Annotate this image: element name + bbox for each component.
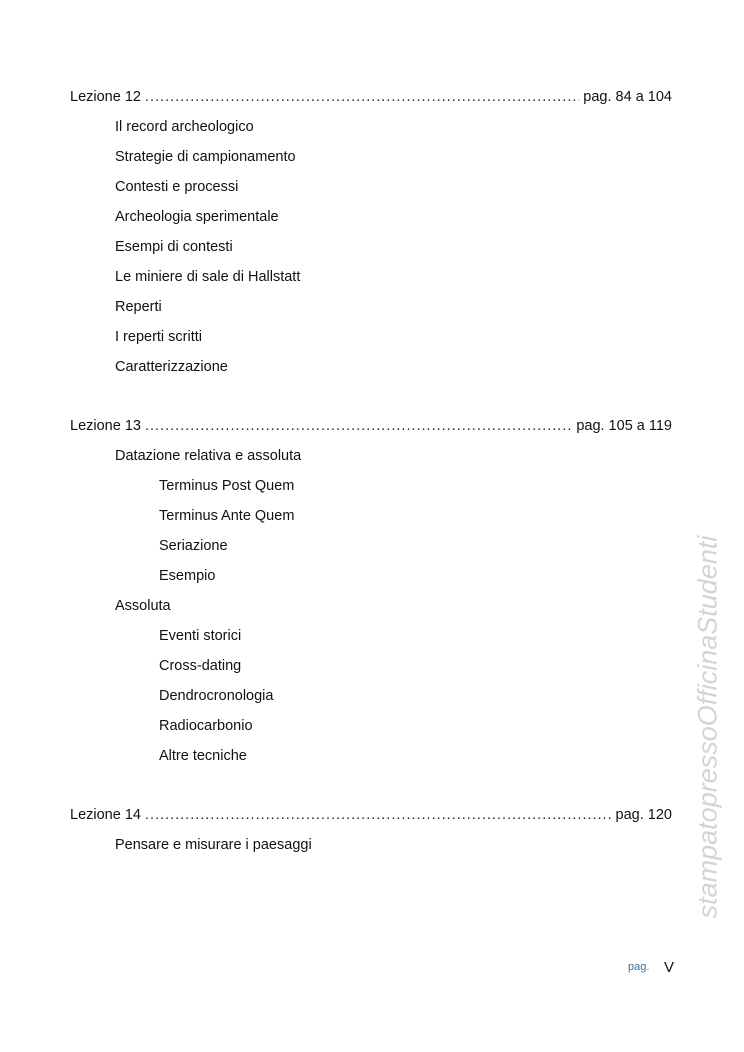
toc-entry-title: Contesti e processi bbox=[115, 179, 239, 195]
toc-entry bbox=[0, 591, 744, 621]
toc-entry bbox=[0, 352, 744, 382]
toc-entry-title: Esempio bbox=[159, 568, 216, 584]
toc-entry-title: Radiocarbonio bbox=[159, 718, 253, 734]
toc-entry-title: Esempi di contesti bbox=[115, 239, 233, 255]
toc-entry-title: Altre tecniche bbox=[159, 748, 247, 764]
toc-entry-title: Reperti bbox=[115, 299, 162, 315]
toc-entry bbox=[0, 292, 744, 322]
toc-entry bbox=[0, 531, 744, 561]
toc-entry bbox=[0, 651, 744, 681]
toc-entry-page: pag. 105 a 119 bbox=[576, 418, 672, 434]
toc-entry bbox=[0, 621, 744, 651]
toc-entry-title: Lezione 14 bbox=[70, 807, 141, 823]
toc-entry bbox=[0, 232, 744, 262]
spacer bbox=[0, 382, 744, 411]
toc-entry bbox=[0, 202, 744, 232]
toc-entry-title: Le miniere di sale di Hallstatt bbox=[115, 269, 301, 285]
toc-entry-title: Seriazione bbox=[159, 538, 228, 554]
table-of-contents bbox=[0, 82, 744, 860]
dot-leader bbox=[145, 800, 612, 830]
dot-leader bbox=[145, 82, 579, 112]
toc-entry-title: Cross-dating bbox=[159, 658, 242, 674]
toc-entry-page: pag. 120 bbox=[615, 807, 672, 823]
toc-entry-page: pag. 84 a 104 bbox=[583, 89, 672, 105]
toc-entry bbox=[0, 681, 744, 711]
toc-entry bbox=[0, 262, 744, 292]
toc-chapter-entry bbox=[0, 82, 672, 112]
footer-page-label: pag. bbox=[628, 961, 650, 973]
toc-entry bbox=[0, 830, 744, 860]
toc-entry-title: Eventi storici bbox=[159, 628, 242, 644]
toc-entry-title: I reperti scritti bbox=[115, 329, 203, 345]
toc-entry bbox=[0, 741, 744, 771]
toc-entry-title: Datazione relativa e assoluta bbox=[115, 448, 302, 464]
toc-entry-title: Caratterizzazione bbox=[115, 359, 228, 375]
watermark: stampatopressoOfficinaStudenti bbox=[692, 535, 723, 919]
toc-entry-title: Lezione 13 bbox=[70, 418, 141, 434]
toc-entry bbox=[0, 441, 744, 471]
toc-chapter-entry bbox=[0, 411, 672, 441]
toc-entry bbox=[0, 322, 744, 352]
footer-page-number: V bbox=[664, 959, 675, 976]
toc-entry-title: Il record archeologico bbox=[115, 119, 254, 135]
spacer bbox=[0, 771, 744, 800]
toc-entry-title: Pensare e misurare i paesaggi bbox=[115, 837, 312, 853]
toc-entry-title: Lezione 12 bbox=[70, 89, 141, 105]
toc-entry bbox=[0, 142, 744, 172]
toc-entry bbox=[0, 501, 744, 531]
toc-entry bbox=[0, 172, 744, 202]
toc-entry bbox=[0, 112, 744, 142]
dot-leader bbox=[145, 411, 572, 441]
toc-entry bbox=[0, 711, 744, 741]
toc-entry-title: Archeologia sperimentale bbox=[115, 209, 279, 225]
toc-entry bbox=[0, 471, 744, 501]
toc-entry-title: Dendrocronologia bbox=[159, 688, 274, 704]
toc-entry-title: Terminus Post Quem bbox=[159, 478, 295, 494]
toc-entry-title: Strategie di campionamento bbox=[115, 149, 296, 165]
toc-entry-title: Terminus Ante Quem bbox=[159, 508, 295, 524]
toc-entry bbox=[0, 561, 744, 591]
toc-chapter-entry bbox=[0, 800, 672, 830]
toc-entry-title: Assoluta bbox=[115, 598, 171, 614]
